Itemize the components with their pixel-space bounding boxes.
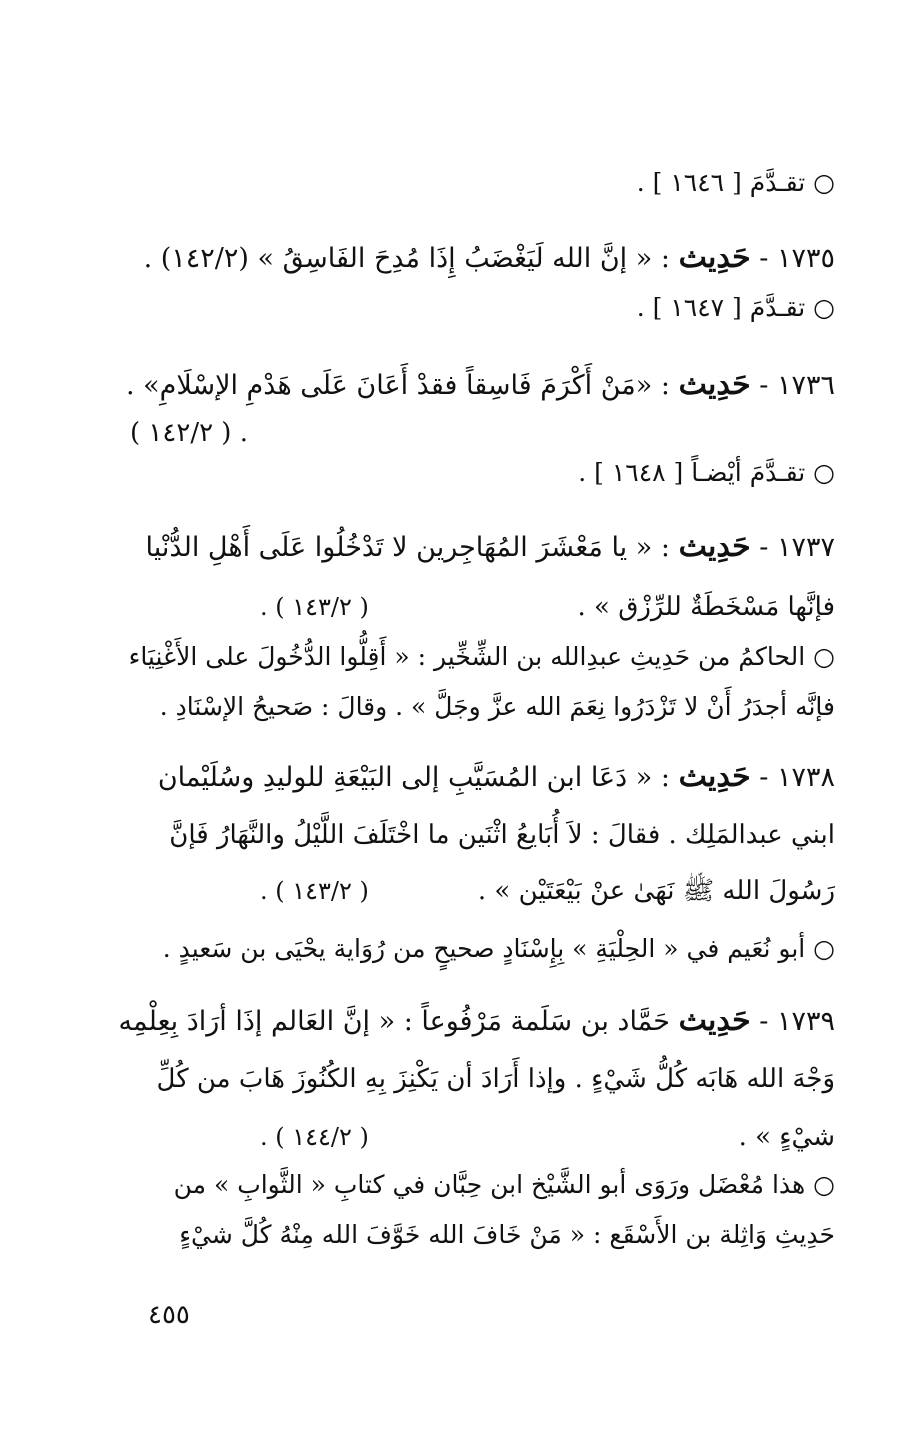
hadith-text: : « دَعَا ابن المُسَيَّبِ إلى البَيْعَةِ للوليدِ وسُلَيْمان	[157, 762, 670, 793]
hadith-entry-1735	[130, 233, 835, 283]
hadith-label: حَدِيث	[678, 759, 751, 794]
note-line: ○ تقـدَّمَ [ ١٦٤٧ ] .	[636, 293, 835, 322]
hadith-continuation: ابني عبدالمَلِك . فقالَ : لاَ أُبَايعُ اثْنَين ما اخْتَلَفَ اللَّيْلُ والنَّهَارُ فَإنَّ	[169, 820, 835, 850]
hadith-continuation: فإنَّها مَسْخَطَةٌ للرِّزْق » . ( ١٤٣/٢ ) .	[130, 582, 835, 632]
hadith-label: حَدِيث	[678, 529, 751, 564]
hadith-label: حَدِيث	[678, 240, 751, 275]
hadith-label: حَدِيث	[678, 1003, 751, 1038]
reference: ( ١٤٣/٢ ) .	[260, 593, 369, 621]
reference: . ( ١٤٢/٢ )	[130, 418, 248, 448]
hadith-entry-1738	[130, 752, 835, 802]
note-line: ○ الحاكمُ من حَدِيثِ عبدِالله بن الشِّخِّير : « أَقِلُّوا الدُّخُولَ على الأَغْنِيَاء	[128, 642, 835, 671]
note-line: ○ تقـدَّمَ أيْضـاً [ ١٦٤٨ ] .	[578, 458, 835, 487]
hadith-continuation: وَجْهَ الله هَابَه كُلُّ شَيْءٍ . وإذا أَرَادَ أن يَكْنِزَ بِهِ الكُنُوزَ هَابَ من كُلِّ	[156, 1064, 835, 1094]
page-number: ٤٥٥	[148, 1300, 190, 1330]
hadith-entry-1739	[118, 996, 835, 1046]
hadith-text: : « يا مَعْشَرَ المُهَاجِرين لا تَدْخُلُوا عَلَى أَهْلِ الدُّنْيا	[145, 532, 670, 563]
note-line: حَدِيثِ وَاثِلة بن الأَسْقَع : « مَنْ خَافَ الله خَوَّفَ الله مِنْهُ كُلَّ شيْءٍ	[179, 1220, 835, 1249]
reference: ( ١٤٤/٢ ) .	[260, 1123, 369, 1151]
entry-number: ١٧٣٧ -	[759, 532, 835, 563]
hadith-entry-1736	[125, 360, 835, 410]
hadith-continuation: رَسُولَ الله ﷺ نَهَىٰ عنْ بَيْعَتَيْن » . ( ١٤٣/٢ ) .	[130, 866, 835, 916]
reference: ( ١٤٣/٢ ) .	[260, 877, 369, 905]
hadith-text: حَمَّاد بن سَلَمة مَرْفُوعاً : « إنَّ العَالم إذَا أرَادَ بِعِلْمِه	[118, 1006, 670, 1037]
hadith-text: : « إنَّ الله لَيَغْضَبُ إِذَا مُدِحَ الفَاسِقُ » (١٤٢/٢) .	[143, 243, 670, 274]
entry-number: ١٧٣٩ -	[759, 1006, 835, 1037]
entry-number: ١٧٣٥ -	[759, 243, 835, 274]
hadith-label: حَدِيث	[678, 367, 751, 402]
note-line: ○ تقـدَّمَ [ ١٦٤٦ ] .	[636, 168, 835, 197]
hadith-entry-1737	[130, 522, 835, 572]
hadith-text: : «مَنْ أَكْرَمَ فَاسِقاً فقدْ أَعَانَ عَلَى هَدْمِ الإسْلَامِ» .	[125, 370, 670, 401]
note-line: ○ أبو نُعَيم في « الحِلْيَةِ » بِإِسْنَادٍ صحيحٍ من رُوَاية يحْيَى بن سَعيدٍ .	[162, 934, 835, 963]
entry-number: ١٧٣٦ -	[759, 370, 835, 401]
hadith-continuation: شيْءٍ » . ( ١٤٤/٢ ) .	[130, 1112, 835, 1162]
entry-number: ١٧٣٨ -	[759, 762, 835, 793]
note-line: فإنَّه أجدَرُ أَنْ لا تَزْدَرُوا نِعَمَ الله عزَّ وجَلَّ » . وقالَ : صَحيحُ الإسْنَادِ .	[159, 692, 835, 721]
note-line: ○ هذا مُعْضَل ورَوَى أبو الشَّيْخ ابن حِبَّان في كتابِ « الثَّوابِ » من	[173, 1170, 835, 1199]
